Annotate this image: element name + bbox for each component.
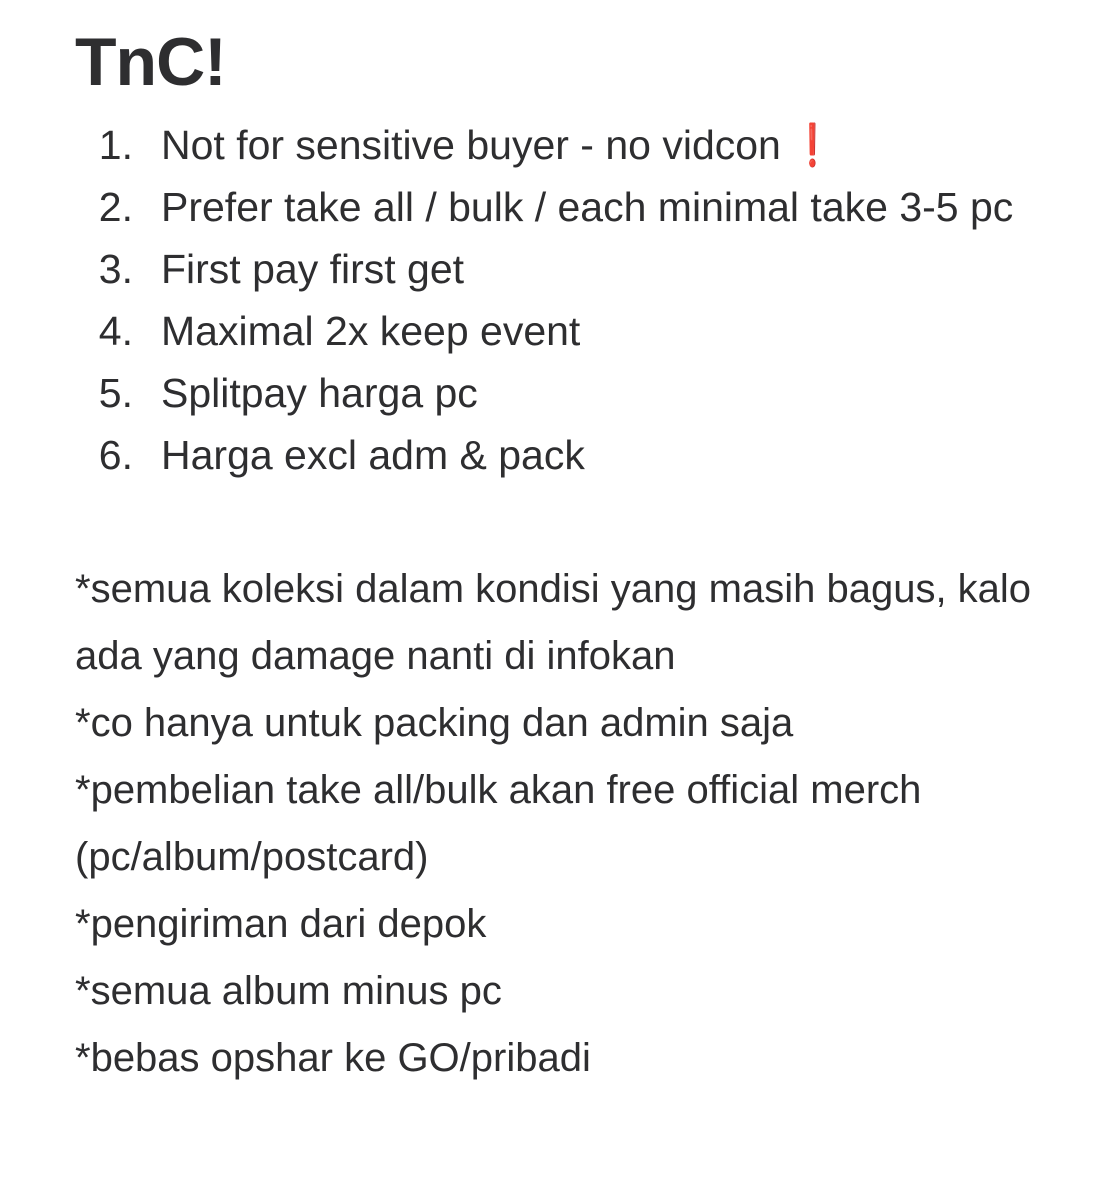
list-item [75,176,1085,238]
list-item [75,300,1085,362]
list-item-label: Not for sensitive buyer - no vidcon [161,122,781,168]
note-line: *co hanya untuk packing dan admin saja [75,701,794,745]
list-number: 5. [98,370,133,416]
list-item-text: Maximal 2x keep event [161,308,581,354]
list-item [75,424,1085,486]
list-number: 6. [98,432,133,478]
list-number: 3. [98,246,133,292]
note-line: *pembelian take all/bulk akan free official merch (pc/album/postcard) [75,768,922,879]
terms-list [75,114,1085,486]
note-line: *semua koleksi dalam kondisi yang masih bagus, kalo ada yang damage nanti di infokan [75,567,1032,678]
tnc-document [75,22,1085,1092]
list-number: 2. [98,184,133,230]
note-line: *bebas opshar ke GO/pribadi [75,1036,591,1080]
list-item [75,362,1085,424]
list-item-text: Prefer take all / bulk / each minimal take 3-5 pc [161,184,1014,230]
note-line: *semua album minus pc [75,969,502,1013]
list-item [75,238,1085,300]
list-item [75,114,1085,176]
list-item-text: First pay first get [161,246,465,292]
notes-section [75,556,1085,1092]
exclamation-icon: ❗ [794,122,831,168]
note-line: *pengiriman dari depok [75,902,487,946]
list-number: 4. [98,308,133,354]
list-item-text: Splitpay harga pc [161,370,478,416]
list-number: 1. [98,122,133,168]
list-item-text: Harga excl adm & pack [161,432,585,478]
page-title: TnC! [75,24,226,100]
list-item-text [161,114,1041,176]
